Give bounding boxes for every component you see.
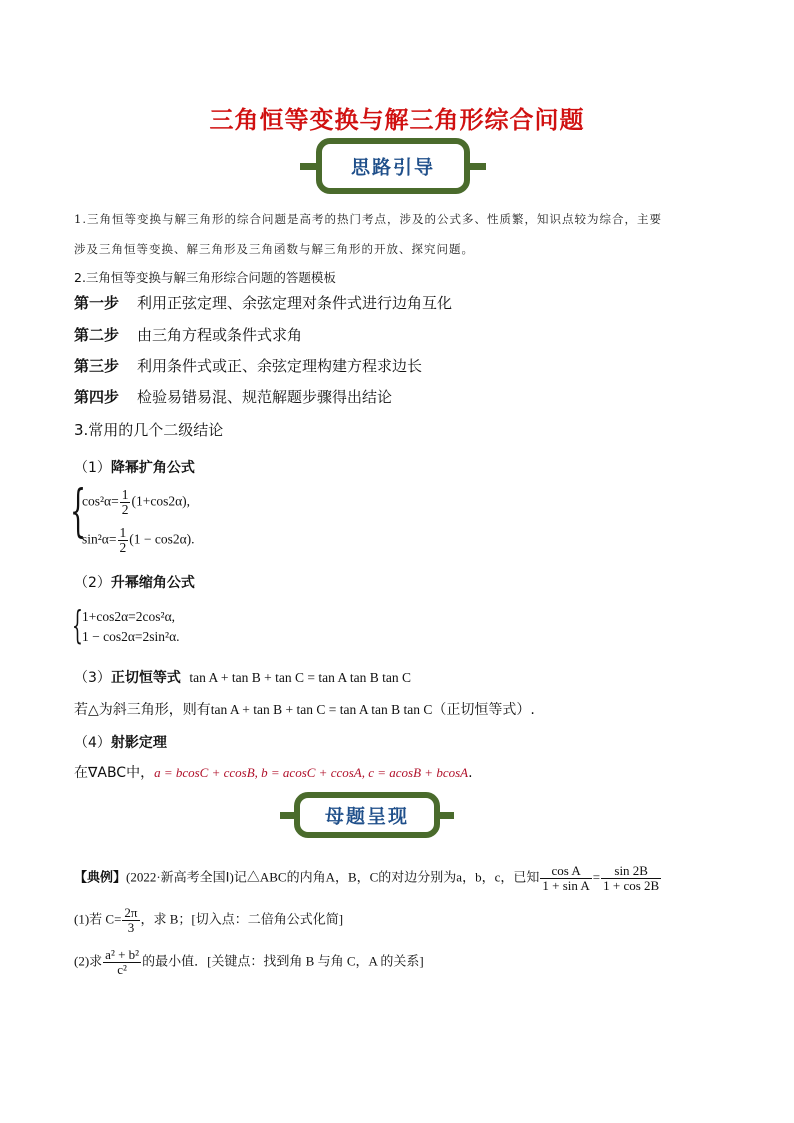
formula-2-heading xyxy=(74,572,195,592)
fraction: $\frac{2\pi}{3}$ xyxy=(124,905,138,935)
intro-paragraph-line2: 涉及三角恒等变换、解三角形及三角函数与解三角形的开放、探究问题。 xyxy=(74,242,474,256)
step-3 xyxy=(74,355,422,376)
step-text: 利用正弦定理、余弦定理对条件式进行边角互化 xyxy=(137,294,453,312)
step-1 xyxy=(74,292,452,313)
brace-symbol: { xyxy=(70,479,87,544)
step-label: 第四步 xyxy=(74,388,120,406)
tangent-identity: tan A + tan B + tan C = tan A tan B tan C xyxy=(189,670,411,685)
formula-2-line-2: 1 − cos2α=2sin²α. xyxy=(82,629,180,644)
step-4 xyxy=(74,386,392,407)
step-text: 由三角方程或条件式求角 xyxy=(137,326,303,344)
badge-bar-left xyxy=(280,812,300,819)
formula-3-statement: 若△为斜三角形，则有tan A + tan B + tan C = tan A tan B tan C（正切恒等式）. xyxy=(74,702,535,718)
formula-number: （4） xyxy=(74,735,111,751)
tangent-identity: tan A + tan B + tan C = tan A tan B tan C xyxy=(210,702,433,717)
intro-paragraph-line1: 1.三角恒等变换与解三角形的综合问题是高考的热门考点，涉及的公式多、性质繁，知识点较为综合，主要 xyxy=(74,212,662,226)
formula-1-line-1: cos²α= $\frac{1}{2}$ (1+cos2α), xyxy=(82,487,191,517)
formula-3-heading xyxy=(74,667,411,687)
formula-2-line-1: 1+cos2α=2cos²α, xyxy=(82,609,176,624)
fraction: $\frac{1}{2}$ xyxy=(121,487,129,517)
step-label: 第一步 xyxy=(74,294,120,312)
example-tag: 【典例】 xyxy=(74,869,127,885)
question-1: (1)若 C= $\frac{2\pi}{3}$ ，求 B；[切入点：二倍角公式化简] xyxy=(74,905,344,935)
badge-label: 思路引导 xyxy=(350,156,435,179)
example-text: 记△ABC的内角A，B，C的对边分别为a，b，c，已知 xyxy=(233,869,540,885)
step-text: 检验易错易混、规范解题步骤得出结论 xyxy=(137,388,393,406)
page-title: 三角恒等变换与解三角形综合问题 xyxy=(209,106,585,134)
projection-theorem-line: 在∇ABC中，a = bcosC + ccosB, b = acosC + ccosA, c = acosB + bcosA. xyxy=(74,765,473,781)
fraction: $\frac{\text{cos A}}{\text{1 + sin A}}$ xyxy=(542,863,590,893)
formula-1-line-2: sin²α= $\frac{1}{2}$ (1 − cos2α). xyxy=(82,525,195,555)
badge-bar-left xyxy=(300,163,322,170)
formula-4-heading xyxy=(74,732,167,752)
fraction: $\frac{\sin 2B}{1 + \cos 2B}$ xyxy=(603,863,660,893)
formula-name: 降幂扩角公式 xyxy=(110,460,195,476)
section-badge-problem xyxy=(294,792,440,838)
template-heading: 2.三角恒等变换与解三角形综合问题的答题模板 xyxy=(74,270,336,285)
step-label: 第三步 xyxy=(74,357,120,375)
formula-name: 正切恒等式 xyxy=(110,670,181,686)
fraction: $\frac{1}{2}$ xyxy=(119,525,127,555)
formula-number: （3） xyxy=(74,670,111,686)
section-badge-guide xyxy=(316,138,470,194)
step-label: 第二步 xyxy=(74,326,120,344)
formula-number: （1） xyxy=(74,460,111,476)
step-2 xyxy=(74,324,302,345)
formula-name: 射影定理 xyxy=(110,735,167,751)
brace-symbol: { xyxy=(72,603,83,647)
example-problem: 【典例】(2022·新高考全国Ⅰ)记△ABC的内角A，B，C的对边分别为a，b，c，已知 $\frac{\text{cos A}}{\text{1 + sin A}}$ = $\frac{\sin 2B}{1 + \cos 2B}$ xyxy=(74,863,660,893)
step-text: 利用条件式或正、余弦定理构建方程求边长 xyxy=(137,357,423,375)
section-3-heading: 3.常用的几个二级结论 xyxy=(74,421,224,439)
example-source: (2022·新高考全国Ⅰ) xyxy=(126,869,234,885)
fraction: $\frac{\text{a² + b²}}{\text{c²}}$ xyxy=(105,947,140,977)
badge-bar-right xyxy=(464,163,486,170)
badge-bar-right xyxy=(434,812,454,819)
question-2: (2)求 $\frac{\text{a² + b²}}{\text{c²}}$ 的最小值．[关键点：找到角 B 与角 C，A 的关系] xyxy=(74,947,424,977)
projection-formula: a = bcosC + ccosB, b = acosC + ccosA, c = acosB + bcosA xyxy=(154,765,469,780)
formula-name: 升幂缩角公式 xyxy=(110,575,195,591)
badge-label: 母题呈现 xyxy=(324,805,409,828)
formula-1-heading xyxy=(74,457,195,477)
formula-number: （2） xyxy=(74,575,111,591)
